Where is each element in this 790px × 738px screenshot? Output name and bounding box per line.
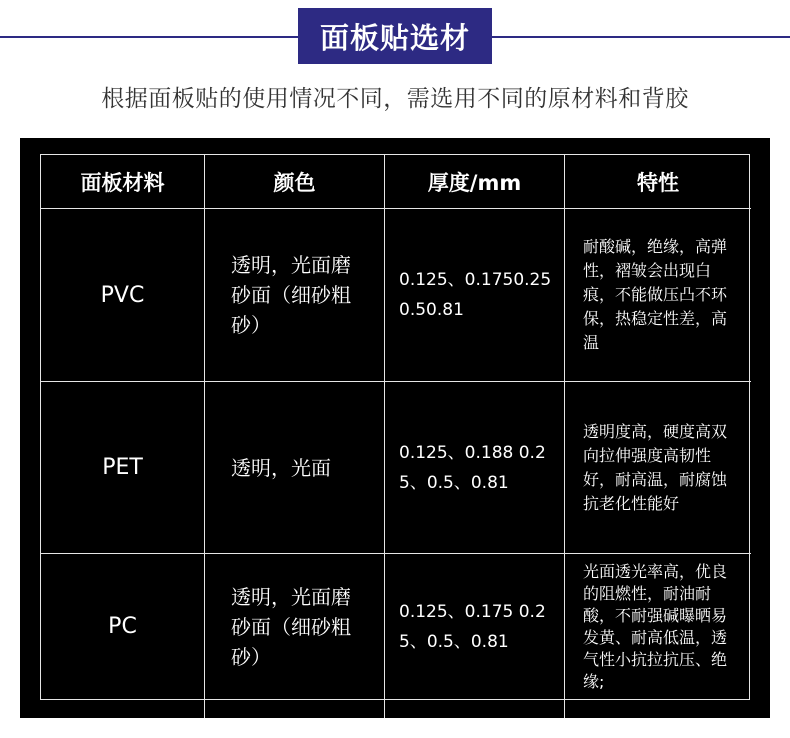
material-color xyxy=(205,209,385,382)
material-color xyxy=(205,554,385,699)
table-continuation-line xyxy=(204,700,205,718)
material-properties xyxy=(565,382,751,554)
column-header-material: 面板材料 xyxy=(41,155,205,209)
section-subtitle: 根据面板贴的使用情况不同，需选用不同的原材料和背胶 xyxy=(101,86,689,112)
material-properties-text: 耐酸碱，绝缘，高弹性，褶皱会出现白痕，不能做压凸不环保，热稳定性差，高温 xyxy=(583,237,728,352)
material-color-text: 透明，光面 xyxy=(231,455,331,480)
material-properties xyxy=(565,209,751,382)
material-color xyxy=(205,382,385,554)
material-thickness xyxy=(385,554,565,699)
table-continuation-line xyxy=(564,700,565,718)
material-name: PET xyxy=(41,382,205,554)
table-continuation-line xyxy=(384,700,385,718)
material-table xyxy=(40,154,750,700)
column-header-properties: 特性 xyxy=(565,155,751,209)
material-color-text: 透明，光面磨砂面（细砂粗砂） xyxy=(231,584,351,669)
section-title: 面板贴选材 xyxy=(298,8,492,64)
material-thickness-text: 0.125、0.1750.250.50.81 xyxy=(399,270,552,320)
material-properties xyxy=(565,554,751,699)
column-header-color: 颜色 xyxy=(205,155,385,209)
column-header-thickness: 厚度/mm xyxy=(385,155,565,209)
material-thickness-text: 0.125、0.175 0.25、0.5、0.81 xyxy=(399,601,546,652)
material-properties-text: 光面透光率高，优良的阻燃性，耐油耐酸，不耐强碱曝晒易发黄、耐高低温，透气性小抗拉抗压、绝缘; xyxy=(583,561,728,691)
material-name: PVC xyxy=(41,209,205,382)
material-properties-text: 透明度高，硬度高双向拉伸强度高韧性好，耐高温，耐腐蚀抗老化性能好 xyxy=(583,421,728,513)
material-name: PC xyxy=(41,554,205,699)
material-thickness xyxy=(385,209,565,382)
material-color-text: 透明，光面磨砂面（细砂粗砂） xyxy=(231,253,351,337)
material-thickness-text: 0.125、0.188 0.25、0.5、0.81 xyxy=(399,442,546,493)
material-thickness xyxy=(385,382,565,554)
